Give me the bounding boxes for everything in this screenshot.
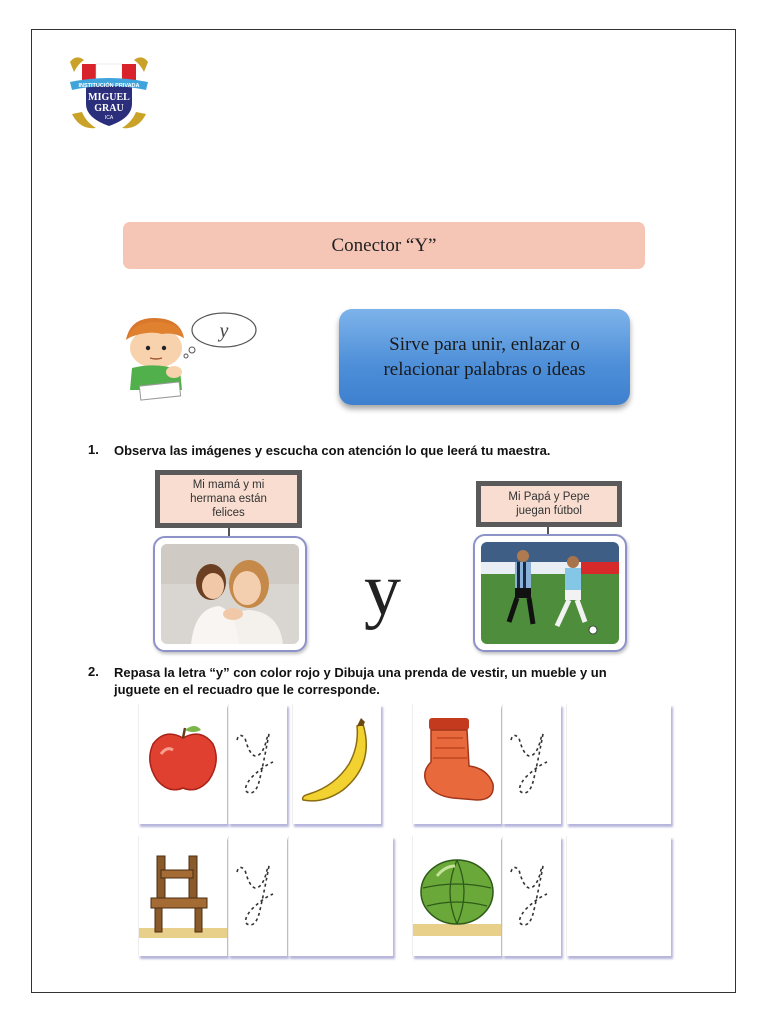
definition-line1: Sirve para unir, enlazar o bbox=[389, 334, 580, 355]
mother-daughter-photo bbox=[161, 544, 299, 644]
drawing-box-clothing[interactable] bbox=[566, 704, 671, 824]
sock-icon bbox=[413, 704, 501, 824]
question-2-line1: Repasa la letra “y” con color rojo y Dibuja una prenda de vestir, un mueble y un bbox=[114, 665, 607, 680]
school-name-line1: INSTITUCIÓN PRIVADA bbox=[78, 83, 140, 89]
caption-right bbox=[476, 481, 622, 527]
school-logo bbox=[66, 52, 152, 134]
boy-thinking-illustration bbox=[122, 310, 262, 402]
school-name-line2: MIGUEL bbox=[88, 92, 130, 103]
question-2-line2: juguete en el recuadro que le corresponde. bbox=[114, 682, 380, 697]
banana-card bbox=[292, 704, 381, 824]
photo-frame-right bbox=[473, 534, 627, 652]
apple-icon bbox=[139, 704, 227, 824]
tracing-y-icon bbox=[503, 836, 561, 956]
question-1-number: 1. bbox=[88, 442, 99, 457]
ball-icon bbox=[413, 836, 501, 956]
tracing-y-icon bbox=[503, 704, 561, 824]
school-city: ICA bbox=[104, 115, 114, 121]
tracing-cell bbox=[502, 704, 561, 824]
caption-left bbox=[155, 470, 302, 528]
caption-left-line1: Mi mamá y mi bbox=[192, 479, 265, 491]
tracing-cell bbox=[228, 836, 287, 956]
caption-right-line1: Mi Papá y Pepe bbox=[508, 491, 590, 503]
photo-frame-left bbox=[153, 536, 307, 652]
drawing-box-toy[interactable] bbox=[566, 836, 671, 956]
question-2-number: 2. bbox=[88, 664, 99, 679]
banana-icon bbox=[293, 704, 381, 824]
caption-left-line2: hermana están bbox=[190, 493, 267, 505]
page-title-text: Conector “Y” bbox=[331, 234, 437, 256]
question-1-text: Observa las imágenes y escucha con atención lo que leerá tu maestra. bbox=[114, 443, 551, 458]
definition-line2: relacionar palabras o ideas bbox=[383, 359, 586, 380]
question-2-text bbox=[114, 664, 674, 698]
school-name-line3: GRAU bbox=[94, 103, 124, 114]
football-players-photo bbox=[481, 542, 619, 644]
tracing-cell bbox=[228, 704, 287, 824]
chair-icon bbox=[139, 836, 227, 956]
caption-right-line2: juegan fútbol bbox=[516, 505, 582, 517]
connector-letter-y: y bbox=[364, 549, 401, 631]
caption-left-line3: felices bbox=[212, 507, 245, 519]
sock-card bbox=[412, 704, 501, 824]
definition-box bbox=[339, 309, 630, 405]
page-title bbox=[123, 222, 645, 269]
thought-letter: y bbox=[219, 320, 229, 342]
drawing-box-furniture[interactable] bbox=[288, 836, 393, 956]
tracing-y-icon bbox=[229, 704, 287, 824]
chair-card bbox=[138, 836, 227, 956]
tracing-cell bbox=[502, 836, 561, 956]
ball-card bbox=[412, 836, 501, 956]
tracing-y-icon bbox=[229, 836, 287, 956]
apple-card bbox=[138, 704, 227, 824]
